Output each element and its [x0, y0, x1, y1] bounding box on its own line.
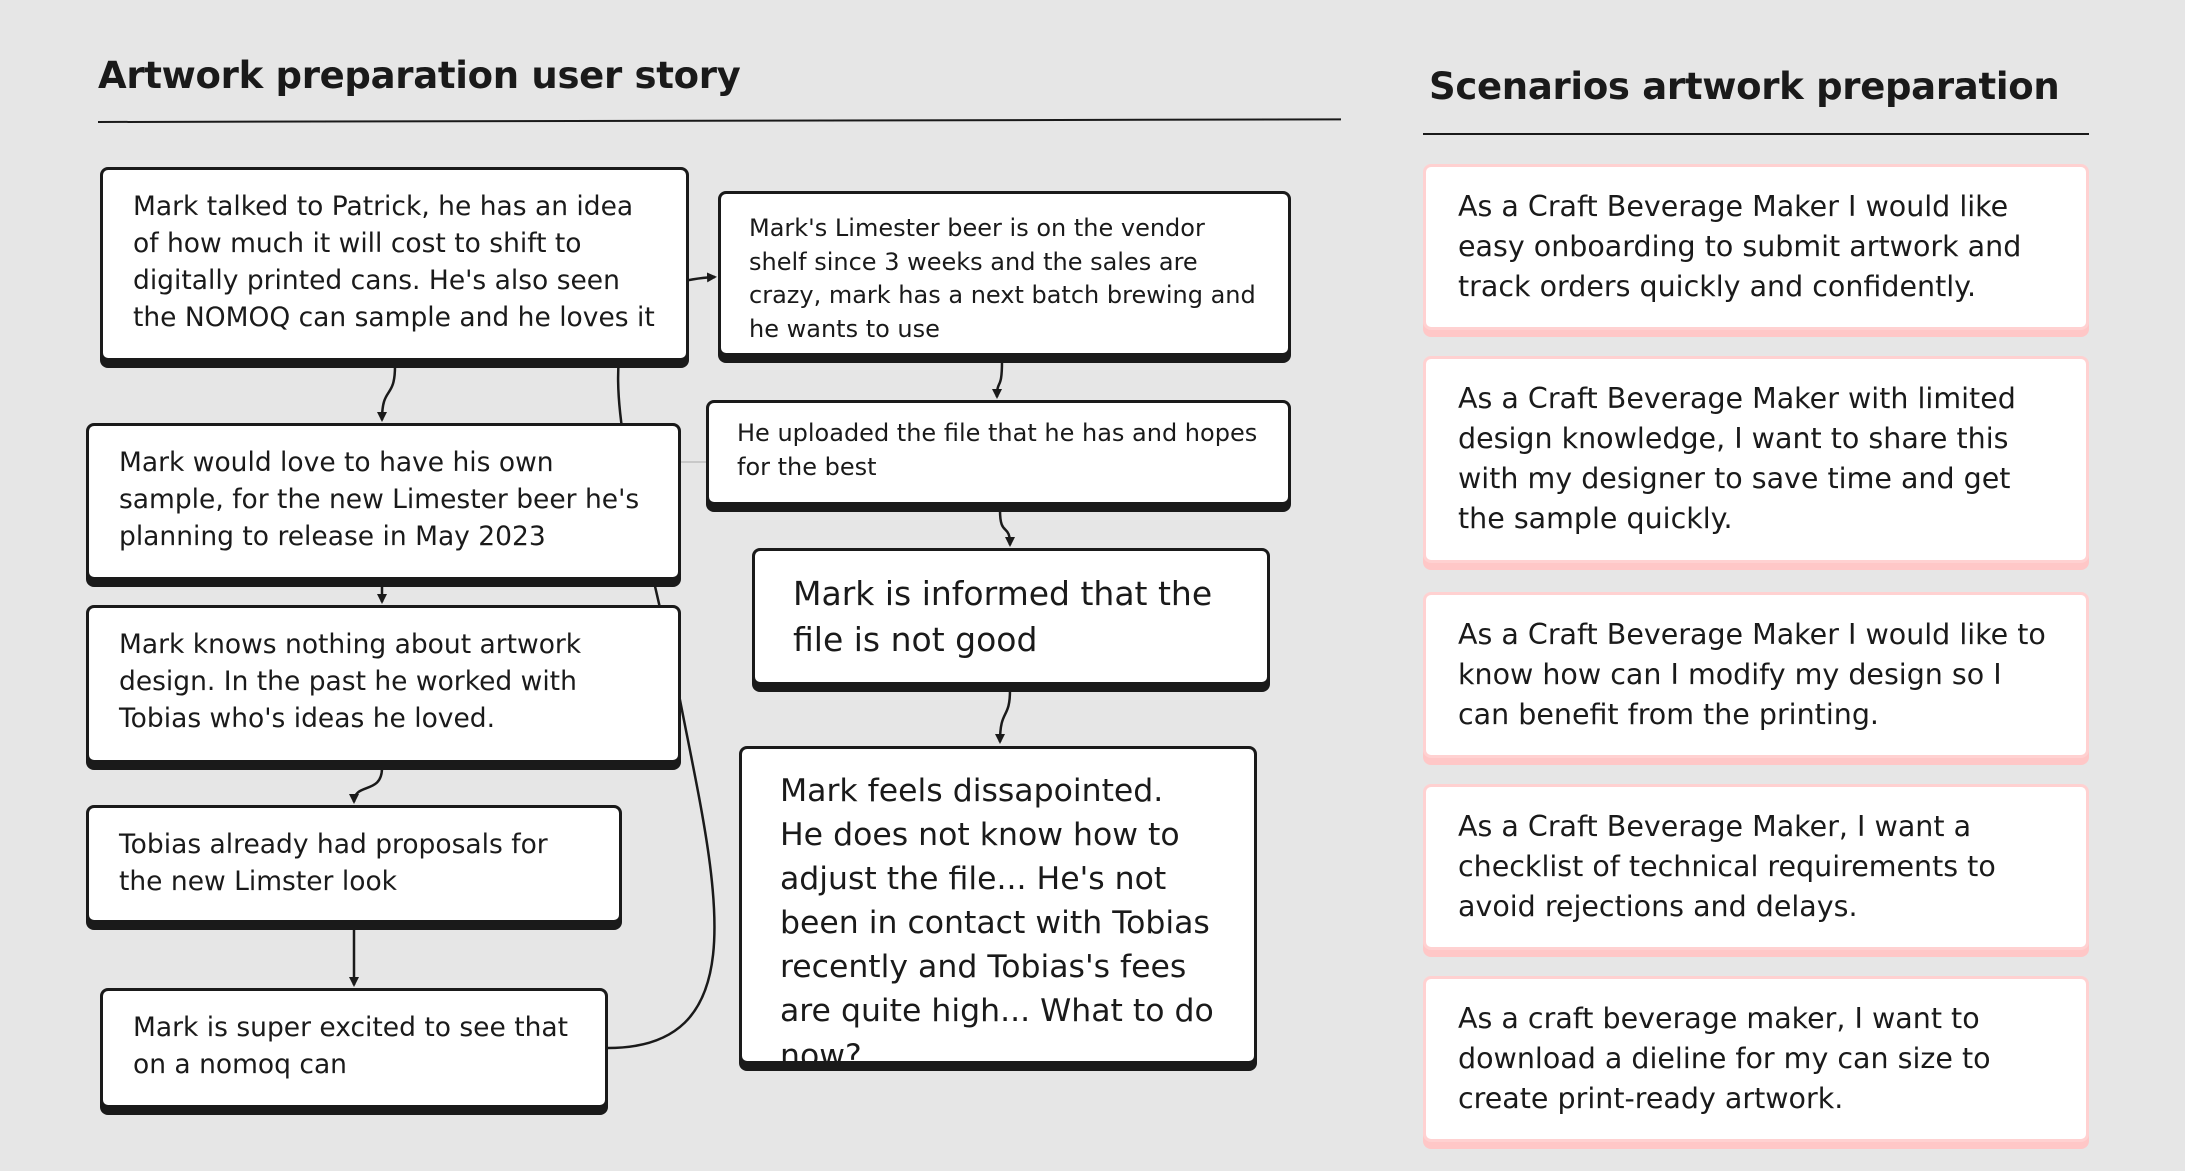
- scenario-card-4[interactable]: As a Craft Beverage Maker, I want a checklist of technical requirements to avoid rejections and delays.: [1423, 784, 2089, 950]
- connector-3-4: [354, 768, 382, 802]
- story-card-5[interactable]: Mark is super excited to see that on a nomoq can: [100, 988, 608, 1108]
- scenarios-title: Scenarios artwork preparation: [1429, 65, 2060, 108]
- connector-7-8: [1000, 510, 1010, 545]
- story-card-8[interactable]: Mark is informed that the file is not good: [752, 548, 1270, 685]
- story-card-6[interactable]: Mark's Limester beer is on the vendor shelf since 3 weeks and the sales are crazy, mark has a next batch brewing and he wants to use: [718, 191, 1291, 356]
- scenario-card-5[interactable]: As a craft beverage maker, I want to download a dieline for my can size to create print-ready artwork.: [1423, 976, 2089, 1142]
- scenarios-title-divider: [1423, 133, 2089, 135]
- story-card-1[interactable]: Mark talked to Patrick, he has an idea of how much it will cost to shift to digitally printed cans. He's also seen the NOMOQ can sample and he loves it: [100, 167, 689, 361]
- scenario-card-1[interactable]: As a Craft Beverage Maker I would like easy onboarding to submit artwork and track orders quickly and confidently.: [1423, 164, 2089, 330]
- scenario-card-2[interactable]: As a Craft Beverage Maker with limited design knowledge, I want to share this with my designer to save time and get the sample quickly.: [1423, 356, 2089, 563]
- connector-6-7: [997, 361, 1002, 397]
- story-title: Artwork preparation user story: [98, 54, 741, 97]
- story-card-3[interactable]: Mark knows nothing about artwork design. In the past he worked with Tobias who's ideas he loved.: [86, 605, 681, 763]
- connector-1-2: [382, 366, 395, 420]
- scenario-card-3[interactable]: As a Craft Beverage Maker I would like to know how can I modify my design so I can benefit from the printing.: [1423, 592, 2089, 758]
- story-card-2[interactable]: Mark would love to have his own sample, for the new Limester beer he's planning to release in May 2023: [86, 423, 681, 580]
- story-card-9[interactable]: Mark feels dissapointed. He does not know how to adjust the file... He's not been in contact with Tobias recently and Tobias's fees are quite high... What to do now?: [739, 746, 1257, 1064]
- story-card-7[interactable]: He uploaded the file that he has and hopes for the best: [706, 400, 1291, 505]
- story-title-divider: [98, 118, 1341, 123]
- connector-8-9: [1000, 690, 1010, 742]
- story-card-4[interactable]: Tobias already had proposals for the new Limster look: [86, 805, 622, 923]
